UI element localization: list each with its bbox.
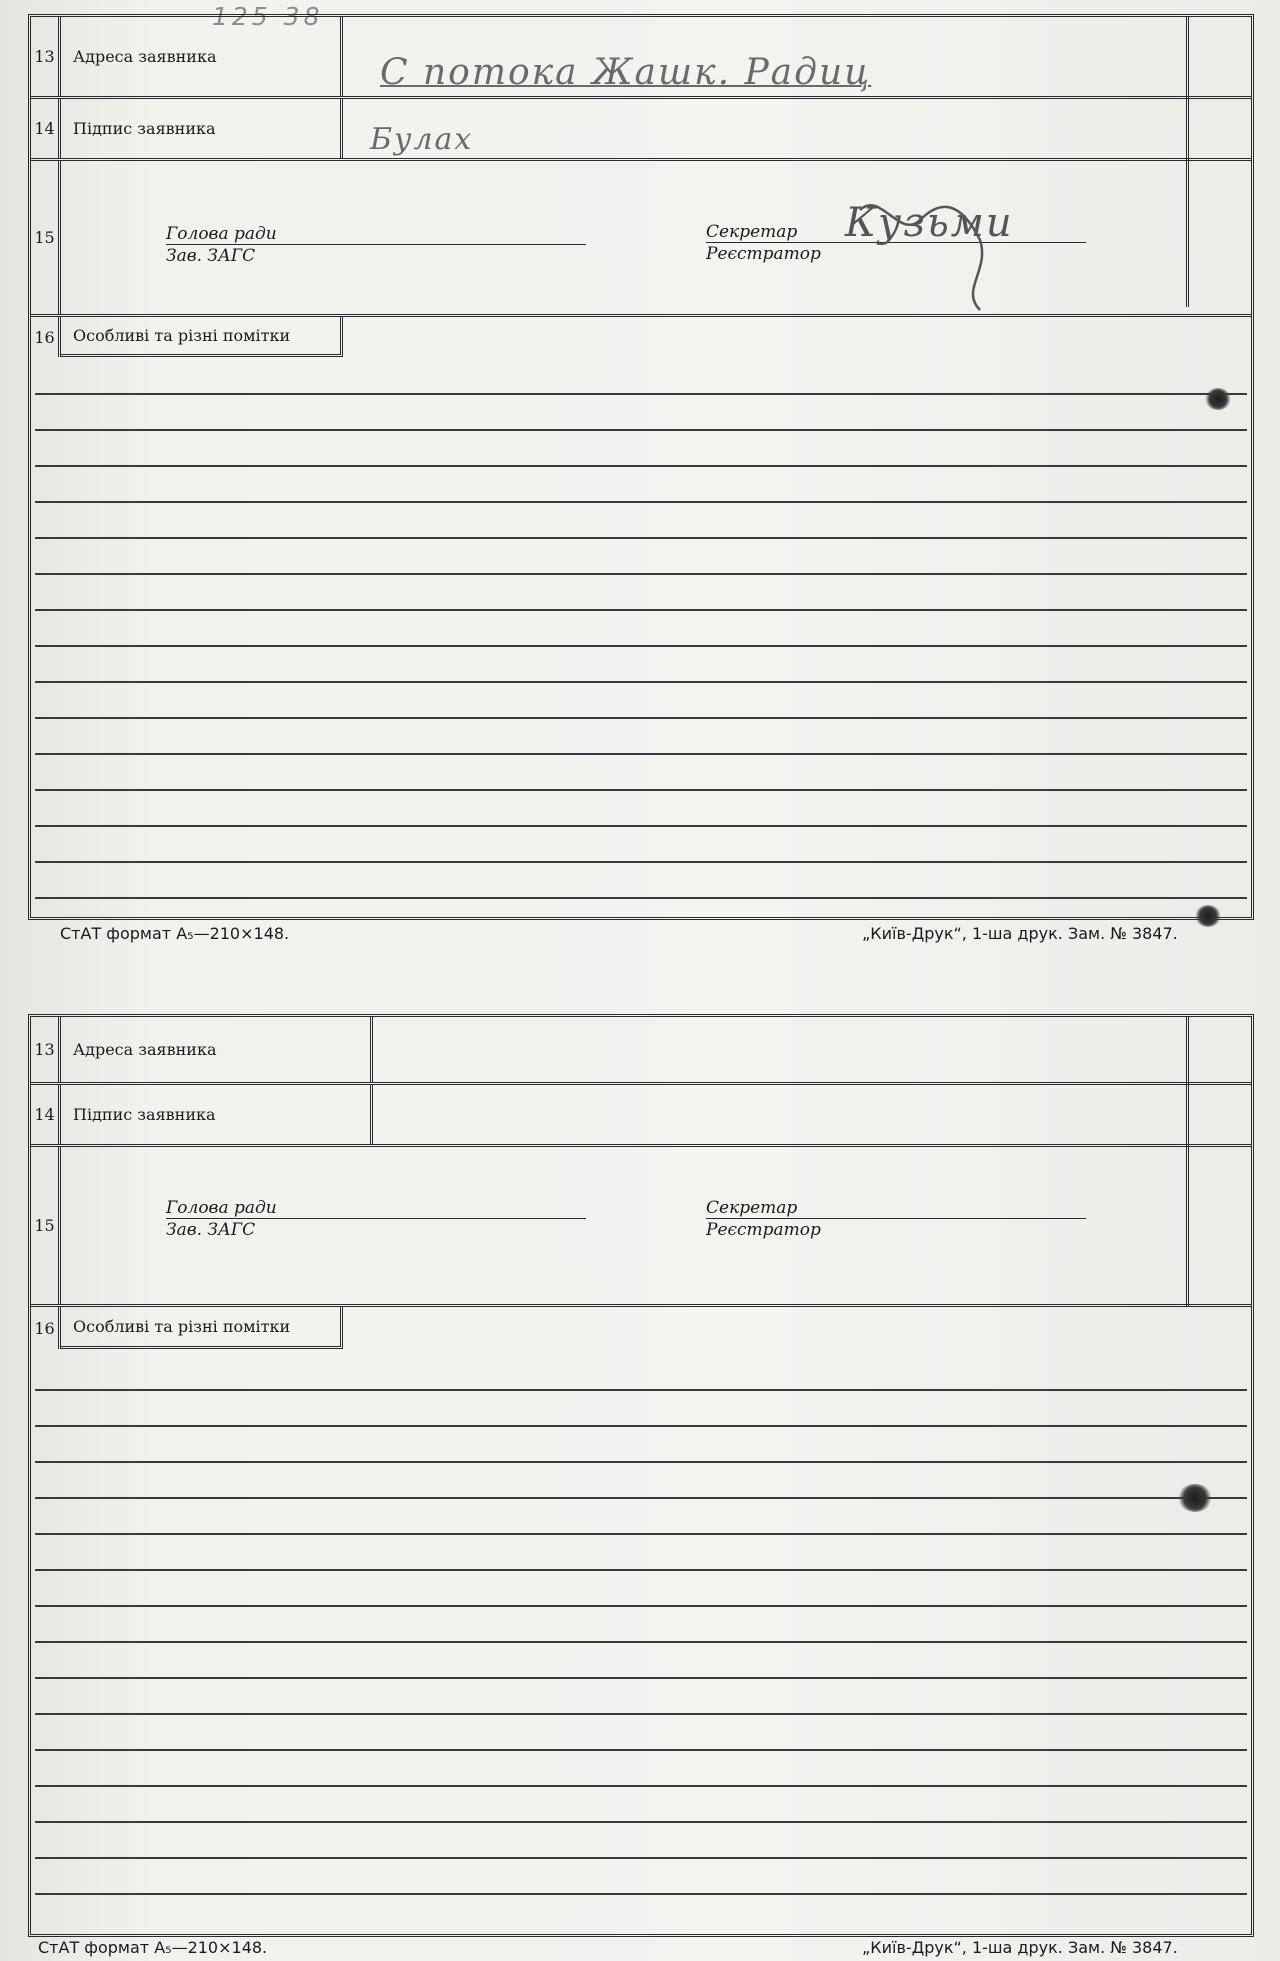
ruled-line bbox=[35, 1749, 1247, 1751]
handwritten-registrar-signature: Кузьми bbox=[845, 200, 1014, 246]
row-number: 16 bbox=[31, 317, 61, 357]
ruled-line bbox=[35, 789, 1247, 791]
ruled-line bbox=[35, 897, 1247, 899]
head-title: Голова ради bbox=[166, 1198, 277, 1218]
row-15-officials bbox=[31, 1147, 1251, 1307]
registrar-title: Реєстратор bbox=[706, 1220, 821, 1240]
footer-format-left: СтАТ формат А₅—210×148. bbox=[38, 1938, 268, 1957]
registrar-signature-block bbox=[706, 221, 821, 265]
registrar-signature-block bbox=[706, 1197, 821, 1241]
row-13-applicant-address bbox=[31, 1017, 1251, 1085]
ruled-line bbox=[35, 861, 1247, 863]
head-signature-line bbox=[166, 1218, 586, 1219]
footer-printer-right: „Київ-Друк“, 1-ша друк. Зам. № 3847. bbox=[862, 924, 1178, 943]
ruled-line bbox=[35, 753, 1247, 755]
ruled-line bbox=[35, 1497, 1247, 1499]
field-label: Підпис заявника bbox=[61, 99, 343, 158]
ruled-line bbox=[35, 1677, 1247, 1679]
row-number: 15 bbox=[31, 161, 61, 314]
ruled-line bbox=[35, 1569, 1247, 1571]
head-signature-block bbox=[166, 1197, 277, 1241]
handwritten-address: С потока Жашк. Радиц bbox=[380, 52, 872, 93]
ruled-line bbox=[35, 537, 1247, 539]
registrar-signature-line bbox=[706, 1218, 1086, 1219]
field-label: Підпис заявника bbox=[61, 1085, 373, 1144]
registration-form-lower bbox=[28, 1014, 1254, 1937]
ruled-line bbox=[35, 1893, 1247, 1895]
field-label: Адреса заявника bbox=[61, 17, 343, 96]
row-number: 15 bbox=[31, 1147, 61, 1304]
zags-title: Зав. ЗАГС bbox=[166, 246, 256, 266]
head-title: Голова ради bbox=[166, 224, 277, 244]
ruled-line bbox=[35, 1713, 1247, 1715]
ruled-line bbox=[35, 1785, 1247, 1787]
ruled-line bbox=[35, 1425, 1247, 1427]
ruled-line bbox=[35, 1641, 1247, 1643]
ruled-line bbox=[35, 393, 1247, 395]
row-number: 14 bbox=[31, 99, 61, 158]
ruled-line bbox=[35, 1389, 1247, 1391]
registrar-title: Реєстратор bbox=[706, 244, 821, 264]
signature-flourish-graphic bbox=[840, 180, 1020, 340]
ruled-line bbox=[35, 1533, 1247, 1535]
secretary-title: Секретар bbox=[706, 1198, 798, 1218]
row-16-notes-header bbox=[31, 317, 1251, 357]
punch-hole-mark bbox=[1195, 905, 1221, 927]
punch-hole-mark bbox=[1205, 388, 1231, 410]
row-number: 13 bbox=[31, 17, 61, 96]
ruled-line bbox=[35, 1821, 1247, 1823]
field-label: Особливі та різні помітки bbox=[61, 1307, 343, 1349]
ruled-line bbox=[35, 573, 1247, 575]
zags-title: Зав. ЗАГС bbox=[166, 1220, 256, 1240]
row-number: 14 bbox=[31, 1085, 61, 1144]
row-15-officials bbox=[31, 161, 1251, 317]
row-14-applicant-signature bbox=[31, 1085, 1251, 1147]
registration-form-upper bbox=[28, 14, 1254, 920]
footer-printer-right: „Київ-Друк“, 1-ша друк. Зам. № 3847. bbox=[862, 1938, 1178, 1957]
footer-format-left: СтАТ формат А₅—210×148. bbox=[60, 924, 290, 943]
field-label: Особливі та різні помітки bbox=[61, 317, 343, 357]
field-label: Адреса заявника bbox=[61, 1017, 373, 1082]
ruled-line bbox=[35, 501, 1247, 503]
secretary-title: Секретар bbox=[706, 222, 798, 242]
ruled-line bbox=[35, 609, 1247, 611]
ruled-line bbox=[35, 645, 1247, 647]
ruled-line bbox=[35, 1605, 1247, 1607]
ruled-line bbox=[35, 465, 1247, 467]
row-16-notes-header bbox=[31, 1307, 1251, 1349]
row-number: 16 bbox=[31, 1307, 61, 1349]
row-14-applicant-signature bbox=[31, 99, 1251, 161]
ruled-line bbox=[35, 681, 1247, 683]
ruled-line bbox=[35, 717, 1247, 719]
ruled-line bbox=[35, 1857, 1247, 1859]
head-signature-block bbox=[166, 223, 277, 267]
ruled-line bbox=[35, 825, 1247, 827]
punch-hole-mark bbox=[1178, 1484, 1212, 1512]
ruled-line bbox=[35, 1461, 1247, 1463]
handwritten-applicant-signature: Булах bbox=[370, 122, 474, 157]
corner-handwritten-note: 125 38 bbox=[212, 2, 324, 31]
row-number: 13 bbox=[31, 1017, 61, 1082]
ruled-line bbox=[35, 429, 1247, 431]
head-signature-line bbox=[166, 244, 586, 245]
